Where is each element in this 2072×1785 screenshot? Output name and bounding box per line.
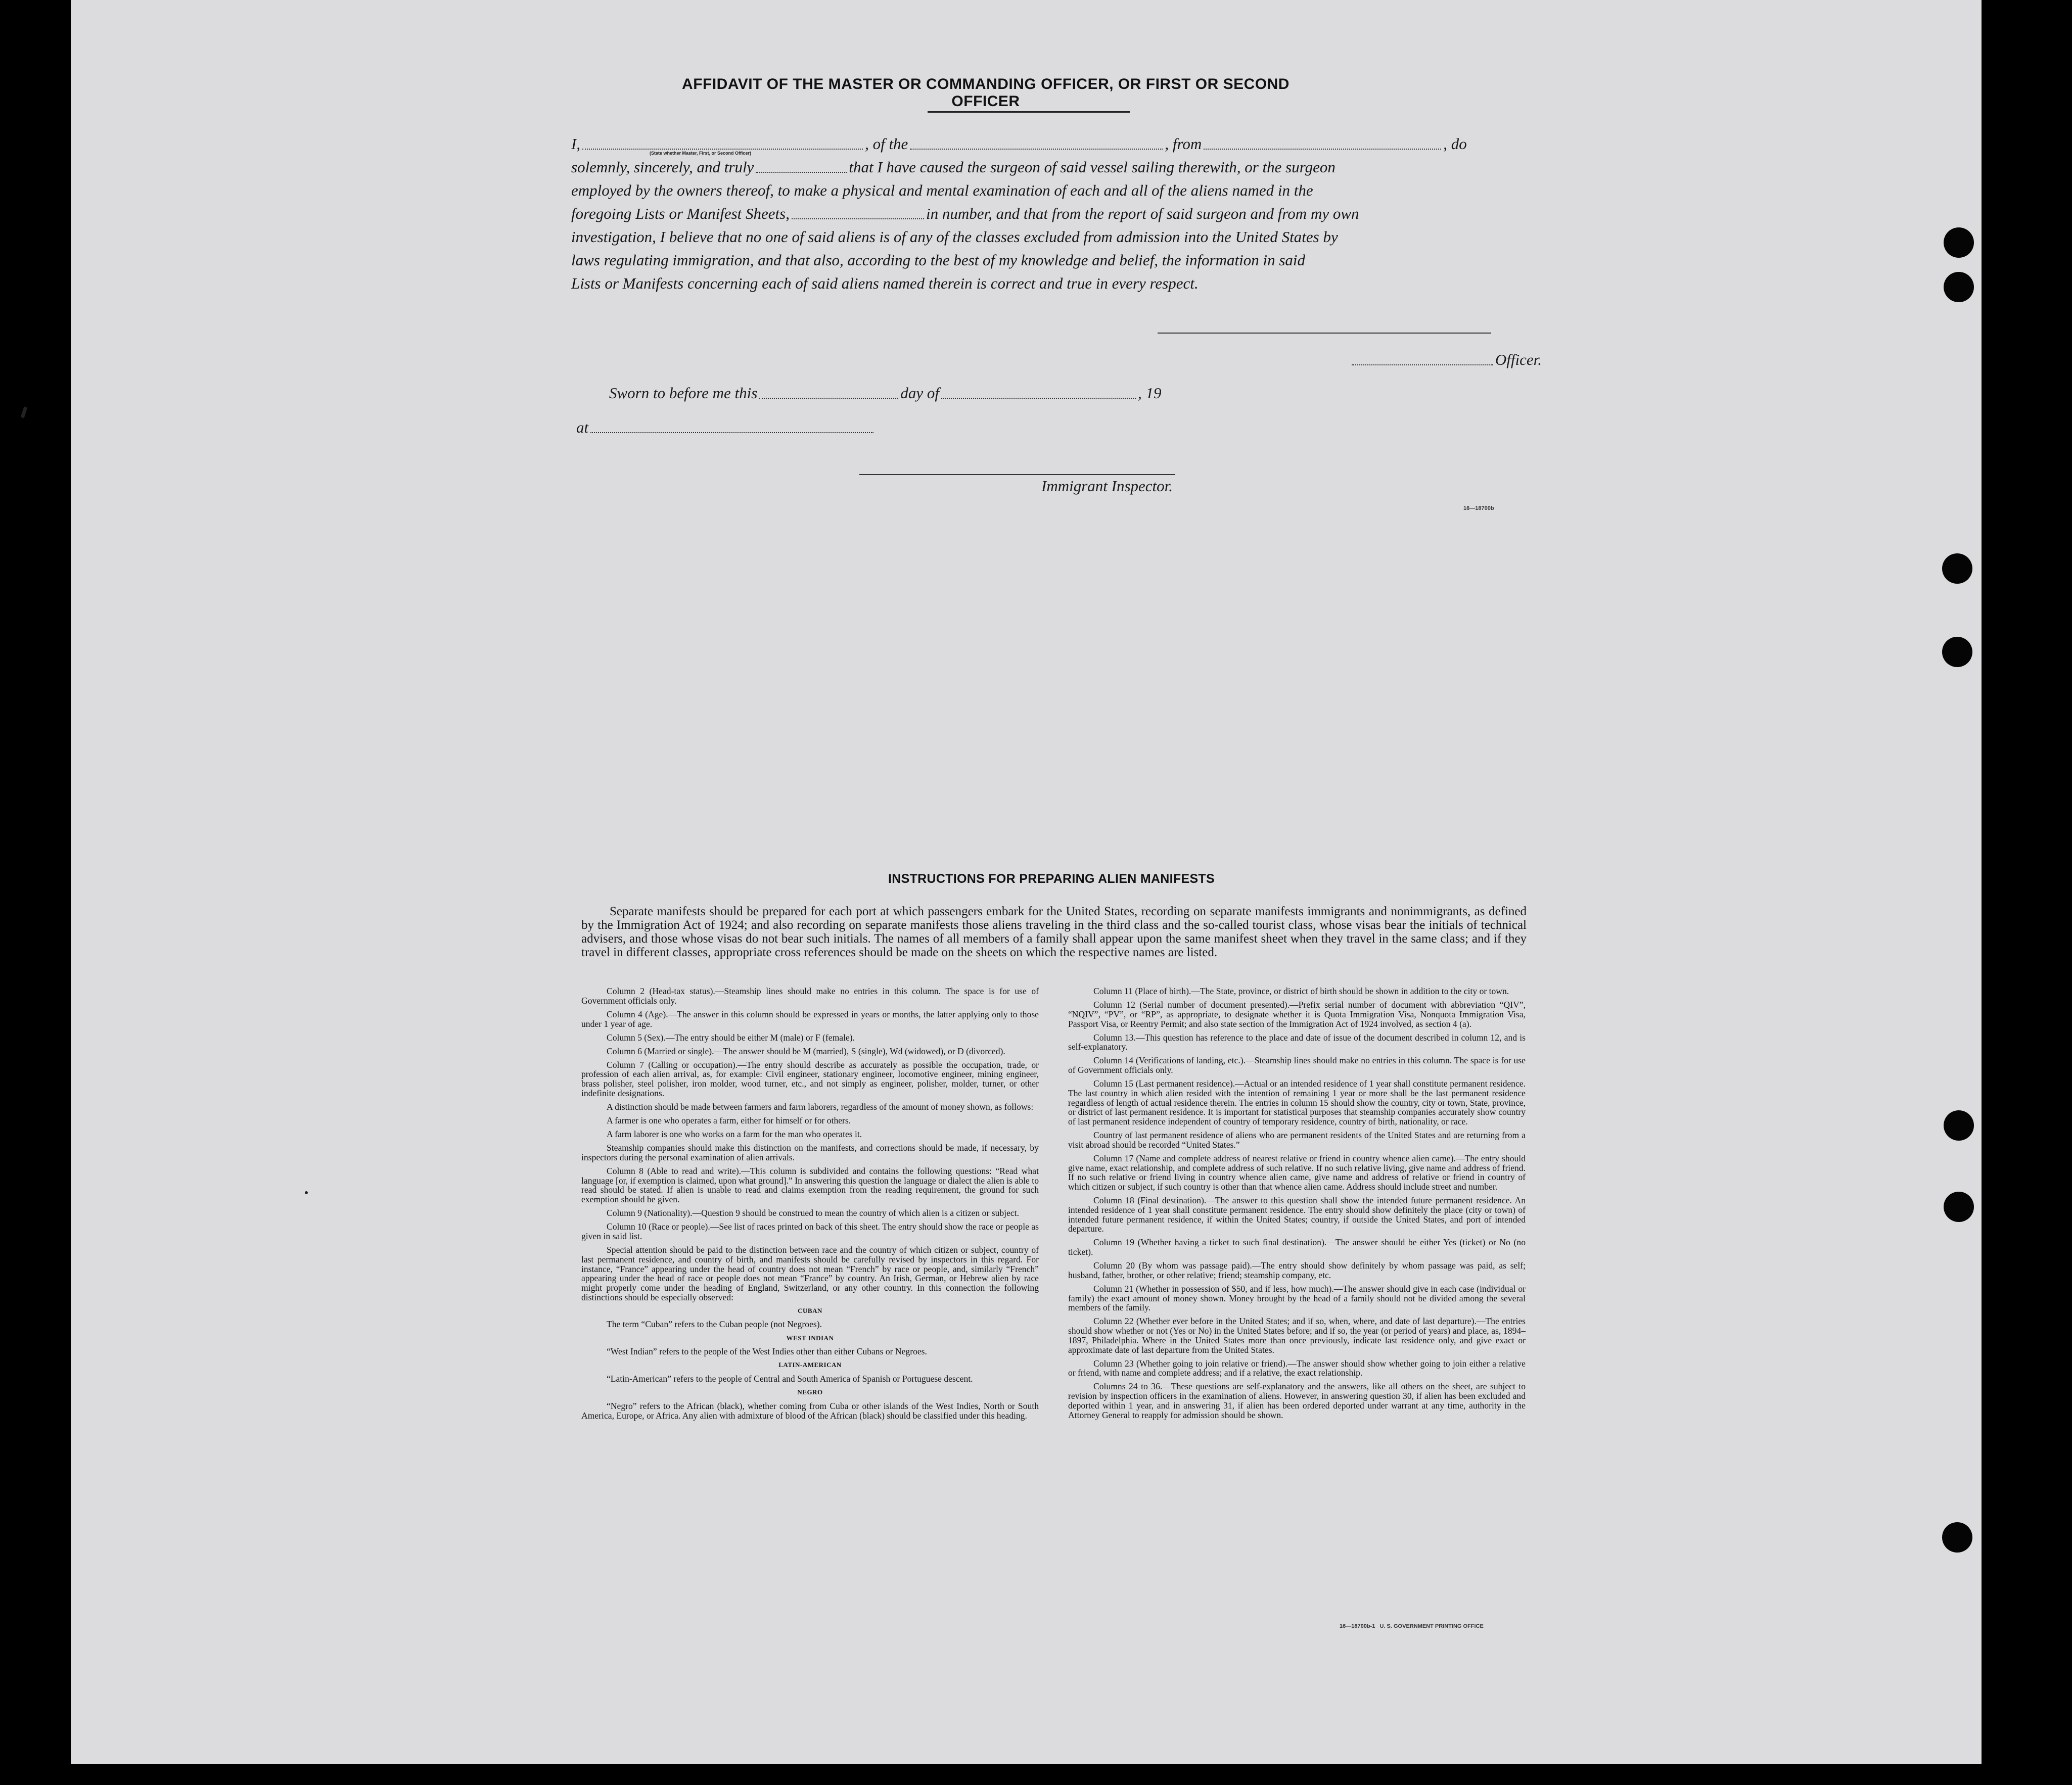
inspector-signature-line[interactable]	[859, 474, 1175, 475]
affidavit-line-5: investigation, I believe that no one of said aliens is of any of the classes excluded from admission into the United States by	[571, 228, 1338, 246]
affidavit-title: AFFIDAVIT OF THE MASTER OR COMMANDING OFFICER, OR FIRST OR SECOND OFFICER	[682, 76, 1290, 110]
scan-speck	[21, 406, 27, 418]
officer-title-field[interactable]	[1352, 357, 1493, 365]
instruction-paragraph: Column 8 (Able to read and write).—This column is subdivided and contains the following questions: “Read what language [or, if exemption is claimed, upon what ground].” In answering this question the language or dialect the alien is able to read should be stated. If alien is unable to read and claims exemption from the reading requirement, the ground for such exemption should be given.	[581, 1166, 1039, 1205]
form-number: 16—18700b	[1463, 505, 1494, 511]
affidavit-line-4: foregoing Lists or Manifest Sheets, in number, and that from the report of said surgeon and from my own	[571, 205, 1359, 222]
instruction-paragraph: Column 7 (Calling or occupation).—The entry should describe as accurately as possible the occupation, trade, or profession of each alien arrival, as, for example: Civil engineer, stationary engineer, locomotive engineer, mining engineer, brass polisher, steel polisher, iron molder, wood turner, etc., and not simply as engineer, polisher, molder, turner, or other indefinite designations.	[581, 1059, 1039, 1098]
instruction-paragraph: Column 6 (Married or single).—The answer should be M (married), S (single), Wd (widowed), or D (divorced).	[607, 1046, 1005, 1056]
inspector-label: Immigrant Inspector.	[1041, 477, 1173, 495]
officer-rank-field[interactable]	[582, 142, 863, 150]
affidavit-line-2: solemnly, sincerely, and truly that I have caused the surgeon of said vessel sailing therewith, or the surgeon	[571, 158, 1336, 176]
officer-signature-line[interactable]	[1158, 333, 1491, 334]
instruction-paragraph: Column 2 (Head-tax status).—Steamship lines should make no entries in this column. The space is for use of Government officials only.	[581, 986, 1039, 1006]
title-rule	[928, 111, 1130, 113]
sworn-place-field[interactable]	[590, 425, 873, 433]
vessel-name-field[interactable]	[910, 142, 1163, 150]
instruction-paragraph: Special attention should be paid to the distinction between race and the country of which citizen or subject, country of last permanent residence, and country of birth, and manifests should be carefully revised by inspectors in this regard. For instance, “France” appearing under the head of country does not mean “French” by race or people, and, similarly “French” appearing under the head of race or people does not mean “France” by country. An Irish, German, or Hebrew alien by race might properly come under the heading of England, Switzerland, or any other country. In this connection the following distinctions should be especially observed:	[581, 1245, 1039, 1302]
instruction-paragraph: Column 17 (Name and complete address of nearest relative or friend in country whence alien came).—The entry should give name, exact relationship, and complete address of such relative. If no such relative living, give name and address of friend. If no such relative or friend living in country whence alien came, give name and address of relative or friend in country of which citizen or subject, if such country is other than that whence alien came. Address should include street and number.	[1068, 1153, 1526, 1192]
latin-american-definition: “Latin-American” refers to the people of Central and South America of Spanish or Portuguese descent.	[607, 1374, 973, 1384]
instruction-paragraph: A farm laborer is one who works on a farm for the man who operates it.	[607, 1129, 862, 1140]
footer-printer: U. S. GOVERNMENT PRINTING OFFICE	[1379, 1623, 1484, 1629]
instruction-paragraph: Columns 24 to 36.—These questions are self-explanatory and the answers, like all others on the sheet, are subject to revision by inspection officers in the examination of aliens. However, in answering question 30, if alien has been excluded and deported within 1 year, and in answering 31, if alien has been ordered deported under warrant at any time, authority in the Attorney General to reapply for admission should be shown.	[1068, 1381, 1526, 1420]
sworn-day-field[interactable]	[759, 391, 898, 399]
instruction-paragraph: Column 5 (Sex).—The entry should be either M (male) or F (female).	[607, 1032, 855, 1043]
cuban-definition: The term “Cuban” refers to the Cuban people (not Negroes).	[607, 1319, 822, 1330]
punch-hole	[1944, 1110, 1974, 1141]
affidavit-line-7: Lists or Manifests concerning each of said aliens named therein is correct and true in every respect.	[571, 274, 1199, 292]
punch-hole	[1942, 1522, 1972, 1553]
scan-speck	[305, 1191, 308, 1194]
instruction-paragraph: Column 19 (Whether having a ticket to such final destination).—The answer should be either Yes (ticket) or No (no ticket).	[1068, 1237, 1526, 1257]
footer-form-number: 16—18700b-1	[1340, 1623, 1375, 1629]
instruction-paragraph: Steamship companies should make this distinction on the manifests, and corrections should be made, if necessary, by inspectors during the personal examination of alien arrivals.	[581, 1143, 1039, 1162]
instruction-paragraph: Column 14 (Verifications of landing, etc.).—Steamship lines should make no entries in this column. The space is for use of Government officials only.	[1068, 1055, 1526, 1075]
affidavit-line-6: laws regulating immigration, and that also, according to the best of my knowledge and belief, the information in said	[571, 251, 1306, 269]
instruction-paragraph: Column 4 (Age).—The answer in this column should be expressed in years or months, the latter applying only to those under 1 year of age.	[581, 1009, 1039, 1029]
instruction-paragraph: Column 20 (By whom was passage paid).—The entry should show definitely by whom passage was paid, as self; husband, father, brother, or other relative; friend; steamship company, etc.	[1068, 1260, 1526, 1280]
instructions-intro: Separate manifests should be prepared for each port at which passengers embark for the United States, recording on separate manifests immigrants and nonimmigrants, as defined by the Immigration Act of 1924; and also recording on separate manifests those aliens traveling in the third class and the so-called tourist class, whose visas bear the initials of technical advisers, and those whose visas do not bear such initials. The names of all members of a family shall appear upon the same manifest sheet when they travel in the same class; and if they travel in different classes, appropriate cross references should be made on the sheets on which the respective names are listed.	[581, 905, 1527, 959]
latin-american-heading: LATIN-AMERICAN	[778, 1361, 842, 1369]
negro-heading: NEGRO	[797, 1388, 823, 1396]
footer-imprint	[1340, 1623, 1484, 1629]
instruction-paragraph: Column 23 (Whether going to join relative or friend).—The answer should show whether going to join either a relative or friend, with name and complete address; and if a relative, the exact relationship.	[1068, 1358, 1526, 1378]
oath-field[interactable]	[756, 165, 847, 173]
negro-definition: “Negro” refers to the African (black), whether coming from Cuba or other islands of the West Indies, North or South America, Europe, or Africa. Any alien with admixture of blood of the African (black) should be classified under this heading.	[581, 1400, 1039, 1421]
punch-hole	[1942, 553, 1972, 584]
port-from-field[interactable]	[1204, 142, 1441, 150]
officer-label: Officer.	[1324, 351, 1542, 369]
instruction-paragraph: Country of last permanent residence of aliens who are permanent residents of the United States and are returning from a visit abroad should be recorded “United States.”	[1068, 1130, 1526, 1150]
instruction-paragraph: Column 15 (Last permanent residence).—Actual or an intended residence of 1 year shall constitute permanent residence. The last country in which alien resided with the intention of remaining 1 year or more shall be the last permanent residence regardless of length of actual residence therein. The entries in column 15 should show the country, city or town, State, province, or district of last permanent residence. It is important for statistical purposes that steamship companies accurately show country of last permanent residence independent of country of temporary residence, country of birth, nationality, or race.	[1068, 1078, 1526, 1126]
instruction-paragraph: Column 21 (Whether in possession of $50, and if less, how much).—The answer should give in each case (individual or family) the exact amount of money shown. Money brought by the head of a family should not be divided among the several members of the family.	[1068, 1283, 1526, 1313]
punch-hole	[1944, 227, 1974, 258]
sworn-place-line: at	[576, 418, 876, 437]
instruction-paragraph: Column 9 (Nationality).—Question 9 should be construed to mean the country of which alien is a citizen or subject.	[607, 1208, 1019, 1218]
instructions-title: INSTRUCTIONS FOR PREPARING ALIEN MANIFESTS	[888, 872, 1215, 886]
cuban-heading: CUBAN	[798, 1306, 822, 1314]
instruction-paragraph: Column 22 (Whether ever before in the United States; and if so, when, where, and date of last departure).—The entries should show whether or not (Yes or No) in the United States before; and if so, the year (or period of years) and place, as, 1894–1897, Philadelphia. Where in the United States more than once previously, indicate last residence only, and give exact or approximate date of last departure from the United States.	[1068, 1316, 1526, 1355]
affidavit-i: I,	[571, 135, 581, 153]
instruction-paragraph: Column 10 (Race or people).—See list of races printed on back of this sheet. The entry should show the race or people as given in said list.	[581, 1222, 1039, 1242]
sworn-month-field[interactable]	[941, 391, 1136, 399]
punch-hole	[1944, 1192, 1974, 1222]
instruction-paragraph: A distinction should be made between farmers and farm laborers, regardless of the amount of money shown, as follows:	[607, 1101, 1034, 1112]
instruction-paragraph: Column 13.—This question has reference to the place and date of issue of the document described in column 12, and is self-explanatory.	[1068, 1032, 1526, 1052]
affidavit-line-3: employed by the owners thereof, to make a physical and mental examination of each and all of the aliens named in the	[571, 181, 1313, 199]
instructions-left-column	[581, 987, 1039, 1425]
west-indian-definition: “West Indian” refers to the people of the West Indies other than either Cubans or Negroes.	[607, 1346, 927, 1357]
instruction-paragraph: A farmer is one who operates a farm, either for himself or for others.	[607, 1115, 851, 1126]
instruction-paragraph: Column 18 (Final destination).—The answer to this question shall show the intended future permanent residence. An intended residence of 1 year shall constitute permanent residence. The entry should show definitely the place (city or town) of intended future permanent residence, if within the United States; country, if outside the United States, and port of intended departure.	[1068, 1195, 1526, 1234]
west-indian-heading: WEST INDIAN	[786, 1334, 834, 1342]
punch-hole	[1944, 272, 1974, 302]
sheet-count-field[interactable]	[792, 211, 924, 219]
instruction-paragraph: Column 12 (Serial number of document presented).—Prefix serial number of document with abbreviation “QIV”, “NQIV”, “PV”, or “RP”, as appropriate, to designate whether it is Quota Immigration Visa, Nonquota Immigration Visa, Passport Visa, or Reentry Permit; and also state section of the Immigration Act of 1924 involved, as section 4 (a).	[1068, 1000, 1526, 1029]
rank-note: (State whether Master, First, or Second Officer)	[650, 151, 752, 156]
instructions-right-column	[1068, 987, 1526, 1424]
sworn-line: Sworn to before me this day of , 19	[609, 384, 1162, 402]
punch-hole	[1942, 637, 1972, 667]
affidavit-line-1: I, , of the , from , do	[571, 135, 1467, 153]
instruction-paragraph: Column 11 (Place of birth).—The State, province, or district of birth should be shown in addition to the city or town.	[1093, 986, 1509, 996]
